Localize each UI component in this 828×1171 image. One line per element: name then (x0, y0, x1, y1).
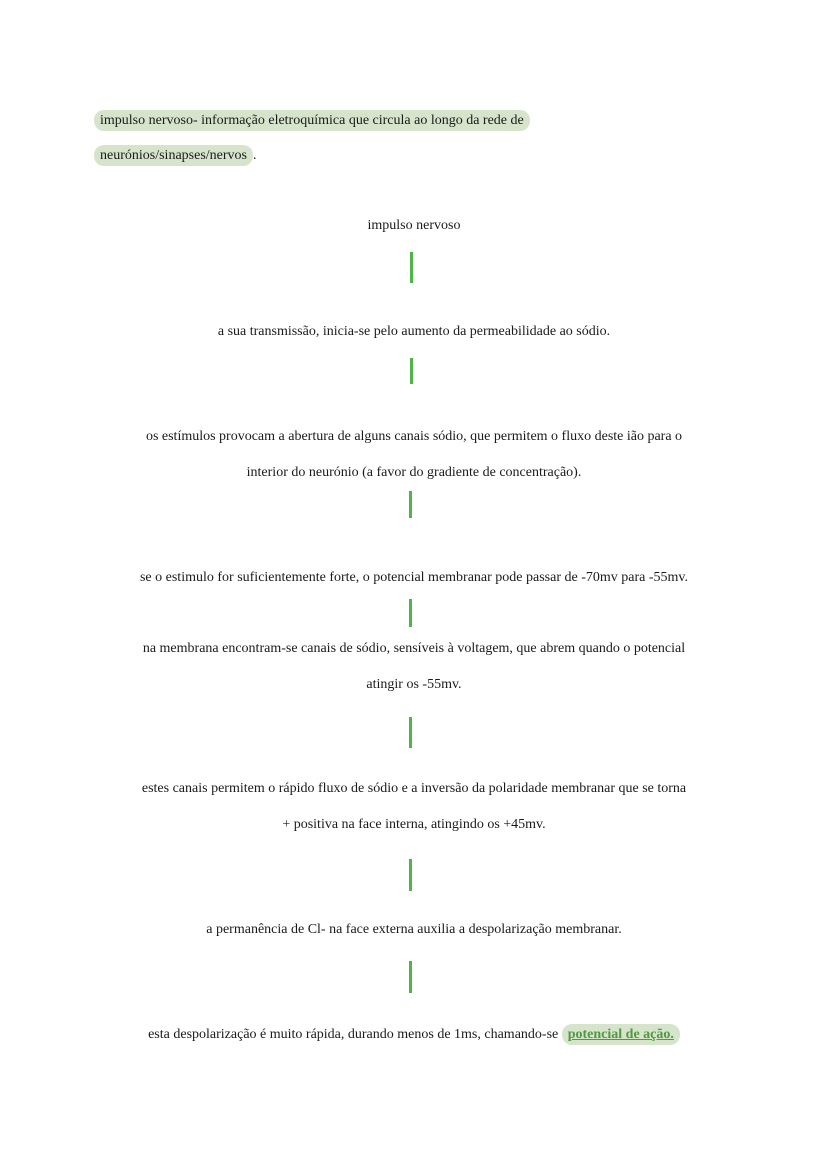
flow-step-7-text: esta despolarização é muito rápida, durando menos de 1ms, chamando-se (148, 1027, 562, 1042)
connector-bar-5 (409, 717, 412, 748)
flow-step-5-line-2: + positiva na face interna, atingindo os +45mv. (282, 817, 546, 832)
connector-bar-2 (410, 358, 413, 384)
definition-highlight-1: impulso nervoso- informação eletroquímica que circula ao longo da rede de (94, 110, 530, 131)
flow-step-6: a permanência de Cl- na face externa auxilia a despolarização membranar. (206, 922, 622, 937)
definition-line-2 (100, 148, 256, 164)
action-potential-highlight: potencial de ação. (562, 1024, 680, 1045)
connector-bar-4 (409, 599, 412, 627)
flow-step-4-line-1: na membrana encontram-se canais de sódio, sensíveis à voltagem, que abrem quando o potencial (142, 641, 686, 656)
connector-bar-6 (409, 859, 412, 891)
flow-step-3: se o estimulo for suficientemente forte, o potencial membranar pode passar de -70mv para -55mv. (139, 570, 689, 585)
flow-step-2-line-1: os estímulos provocam a abertura de alguns canais sódio, que permitem o fluxo deste ião para o (145, 429, 683, 444)
connector-bar-3 (409, 491, 412, 518)
flow-step-2-line-2: interior do neurónio (a favor do gradiente de concentração). (246, 465, 582, 480)
connector-bar-1 (410, 252, 413, 283)
flow-step-5-line-1: estes canais permitem o rápido fluxo de sódio e a inversão da polaridade membranar que se torna (141, 781, 687, 796)
definition-period: . (252, 148, 257, 163)
definition-highlight-2: neurónios/sinapses/nervos (94, 145, 253, 166)
flow-title: impulso nervoso (367, 218, 461, 233)
flow-step-1: a sua transmissão, inicia-se pelo aumento da permeabilidade ao sódio. (217, 324, 611, 339)
flow-step-7 (0, 1027, 828, 1043)
flow-step-4-line-2: atingir os -55mv. (366, 677, 462, 692)
definition-line-1 (100, 113, 530, 129)
connector-bar-7 (409, 961, 412, 993)
